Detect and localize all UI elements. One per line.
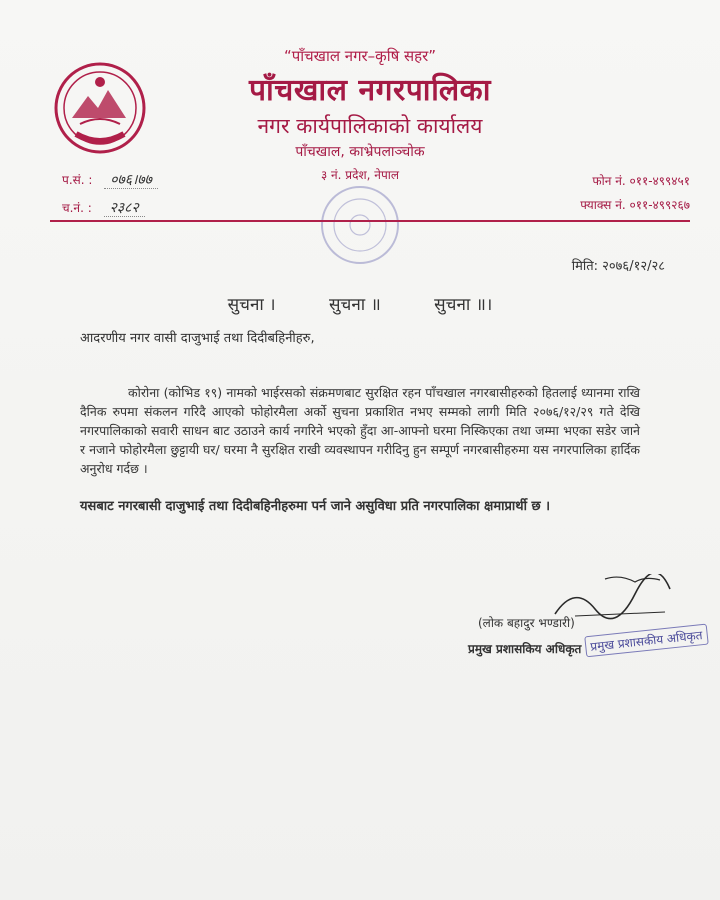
letterhead-slogan: “पाँचखाल नगर–कृषि सहर” — [283, 47, 437, 65]
signatory-title: प्रमुख प्रशासकिय अधिकृत — [468, 642, 582, 656]
ref-ps-value: ०७६।७७ — [104, 172, 158, 189]
letterhead-subtitle: नगर कार्यपालिकाको कार्यालय — [257, 114, 483, 138]
letterhead-province: ३ नं. प्रदेश, नेपाल — [320, 168, 400, 182]
notice-heading-3: सुचना ॥। — [434, 295, 493, 315]
salutation: आदरणीय नगर वासी दाजुभाई तथा दिदीबहिनीहरु, — [80, 331, 315, 346]
ref-cn-label: च.नं. : — [62, 201, 92, 215]
letterhead-place: पाँचखाल, काभ्रेपलाञ्चोक — [295, 144, 425, 160]
office-seal-icon — [310, 180, 410, 270]
contact-fax: फ्याक्स नं. ०११-४९९२६७ — [580, 198, 690, 212]
apology-line: यसबाट नगरबासी दाजुभाई तथा दिदीबहिनीहरुमा पर्न जाने असुविधा प्रति नगरपालिका क्षमाप्रार्थी छ । — [80, 499, 551, 514]
letterhead-title: पाँचखाल नगरपालिका — [249, 73, 491, 108]
ref-ps — [62, 170, 158, 189]
contact-phone: फोन नं. ०११-४९९४५१ — [592, 174, 690, 188]
notice-heading-1: सुचना । — [227, 295, 276, 315]
issue-date: मिति: २०७६/१२/२८ — [571, 259, 665, 274]
ref-cn-value: २३८२ — [104, 200, 145, 217]
ref-cn — [62, 198, 145, 217]
notice-body: कोरोना (कोभिड १९) नामको भाईरसको संक्रमणबाट सुरक्षित रहन पाँचखाल नगरबासीहरुको हितलाई ध्यानमा राखि दैनिक रुपमा संकलन गरिदै आएको फोहोरमैला अर्को सुचना प्रकाशित नभए सम्मको लागी मिति २०७६/१२/२९ गते देखि नगरपालिकाको सवारी साधन बाट उठाउने कार्य नगरिने भएको हुँदा आ-आफ्नो घरमा निस्किएका तथा जम्मा भएका सडेर जाने र नजाने फोहोरमैला छुट्टायी घर/ घरमा नै सुरक्षित राखी व्यवस्थापन गरीदिनु हुन सम्पूर्ण नगरबासीहरुमा यस नगरपालिका हार्दिक अनुरोध गर्दछ । — [80, 385, 640, 476]
header-divider — [50, 220, 690, 222]
ref-ps-label: प.सं. : — [62, 173, 93, 187]
notice-heading-2: सुचना ॥ — [329, 295, 381, 315]
signatory-name: (लोक बहादुर भण्डारी) — [478, 616, 575, 630]
signatory-stamp: प्रमुख प्रशासकीय अधिकृत — [584, 624, 708, 658]
notice-heading — [0, 292, 720, 315]
